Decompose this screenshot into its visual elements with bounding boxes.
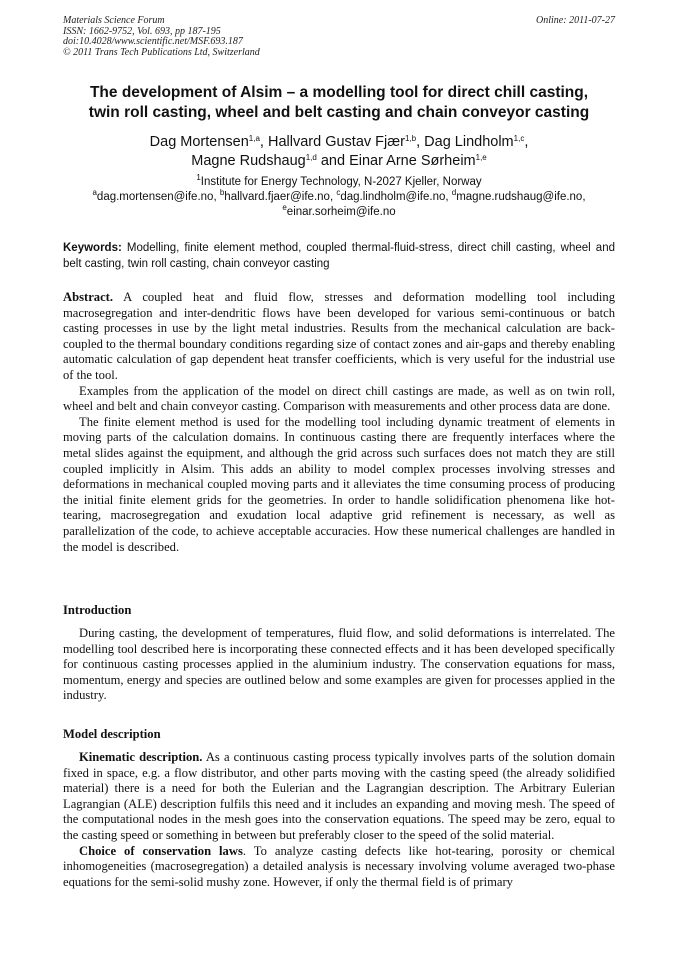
body-text: . To analyze casting defects like hot-tearing, porosity or chemical inhomogeneities (macrosegregation) a detailed analysis is necessary involving volume averaged two-phase equations for the semi-solid mushy zone. However, if only the thermal field is of primary (63, 843, 615, 889)
author-list (40, 133, 638, 171)
email-line-2 (40, 202, 638, 220)
abstract (63, 290, 615, 555)
section-heading-introduction: Introduction (63, 603, 132, 617)
email-superscript: d (451, 188, 457, 197)
doi: doi:10.4028/www.scientific.net/MSF.693.187 (63, 36, 243, 48)
email-c: dag.lindholm@ife.no, (340, 191, 452, 203)
title-line-1: The development of Alsim – a modelling tool for direct chill casting, (89, 84, 589, 101)
author-superscript: 1,d (305, 153, 317, 162)
body-paragraph: During casting, the development of temperatures, fluid flow, and solid deformations is interrelated. The modelling tool described here is incorporating these connected effects and it has been developed specifically for continuous casting processes applied in the aluminium industry. The conservation equations for mass, momentum, energy and species are outlined below and some examples are given for processes applied in the industry. (63, 626, 615, 703)
keywords-text: Modelling, finite element method, coupled thermal-fluid-stress, direct chill casting, wheel and belt casting, twin roll casting, chain conveyor casting (63, 242, 615, 270)
authors-line-2 (40, 152, 638, 171)
author-name: Einar Arne Sørheim (349, 153, 476, 169)
keywords-label: Keywords: (63, 242, 122, 254)
authors-line-1 (40, 133, 638, 152)
online-date: Online: 2011-07-27 (536, 15, 615, 26)
running-header (63, 16, 615, 58)
email-b: hallvard.fjaer@ife.no, (224, 191, 337, 203)
email-superscript: e (282, 202, 287, 212)
email-e: einar.sorheim@ife.no (286, 205, 396, 218)
author-superscript: 1,a (248, 134, 260, 143)
body-paragraph (63, 750, 615, 844)
copyright: © 2011 Trans Tech Publications Ltd, Switzerland (63, 46, 260, 58)
author-emails (40, 190, 638, 219)
email-superscript: a (92, 188, 97, 197)
author-name: Hallvard Gustav Fjær (267, 134, 405, 150)
author-name: Dag Lindholm (424, 134, 514, 150)
abstract-text: A coupled heat and fluid flow, stresses and deformation modelling tool including macrosegregation and inter-dendritic flows have been developed for various semi-continuous or batch casting processes in use by the light metal industries. Results from the mechanical calculation are back-coupled to the thermal boundary conditions regarding size of contact zones and air-gaps and thereby enabling automatic calculation of gap dependent heat transfer coefficients, which is very useful for the industrial use of the tool. (63, 290, 615, 382)
email-a: dag.mortensen@ife.no, (96, 191, 220, 203)
author-superscript: 1,b (404, 134, 417, 143)
author-superscript: 1,e (475, 153, 487, 162)
subsection-label: Choice of conservation laws (79, 843, 243, 858)
email-superscript: c (336, 188, 341, 197)
section-heading-model-description: Model description (63, 727, 161, 741)
abstract-label: Abstract. (63, 290, 114, 304)
publication-info (63, 16, 615, 58)
body-text: As a continuous casting process typically involves parts of the solution domain fixed in space, e.g. a flow distributor, and other parts moving with the casting speed (the already solidified material) there is a need for both the Eulerian and the Lagrangian description. The Arbitrary Eulerian Lagrangian (ALE) description fulfils this need and it includes an expanding and moving mesh. The speed of the computational nodes in the mesh goes into the conservation equations. The speed may be zero, equal to the casting speed or something in between but preferably closer to the speed of the solid material. (63, 750, 615, 842)
abstract-paragraph: The finite element method is used for the modelling tool including dynamic treatment of elements in moving parts of the calculation domains. In continuous casting there are frequently interfaces where the metal slides against the equipment, and although the grid across such surfaces does not match they are still coupled implicitly in Alsim. This adds an ability to model complex processes involving stresses and deformations in mechanical coupled moving parts and it alleviates the time consuming process of producing the initial finite element grids for the geometries. In order to handle solidification phenomena like hot-tearing, macrosegregation and exudation local adaptive grid refinement is necessary, as well as parallelization of the code, to achieve acceptable accuracies. How these numerical challenges are handled in the model is described. (63, 414, 615, 554)
email-line-1 (40, 190, 638, 205)
email-superscript: b (219, 188, 225, 197)
abstract-paragraph (63, 290, 615, 384)
author-name: Magne Rudshaug (191, 153, 306, 169)
affiliation-superscript: 1 (196, 173, 201, 182)
author-and: and (316, 153, 350, 169)
affiliation-text: Institute for Energy Technology, N-2027 Kjeller, Norway (200, 176, 482, 188)
issn: ISSN: 1662-9752, Vol. 693, pp 187-195 (63, 25, 221, 37)
abstract-paragraph: Examples from the application of the model on direct chill castings are made, as well as on twin roll, wheel and belt and chain conveyor casting. Comparison with measurements and other process data are done. (63, 383, 615, 414)
journal-name: Materials Science Forum (63, 15, 165, 26)
paper-title (40, 83, 638, 123)
author-name: Dag Mortensen (149, 134, 249, 150)
body-paragraph (63, 844, 615, 891)
author-separator: , (416, 134, 425, 150)
keywords (63, 240, 615, 272)
email-d: magne.rudshaug@ife.no, (456, 191, 586, 203)
model-description-body (63, 750, 615, 890)
introduction-body (63, 626, 615, 704)
subsection-label: Kinematic description. (79, 750, 203, 764)
author-superscript: 1,c (513, 134, 525, 143)
author-separator: , (259, 134, 268, 150)
title-line-2: twin roll casting, wheel and belt casting and chain conveyor casting (88, 104, 590, 121)
author-separator: , (524, 134, 529, 150)
